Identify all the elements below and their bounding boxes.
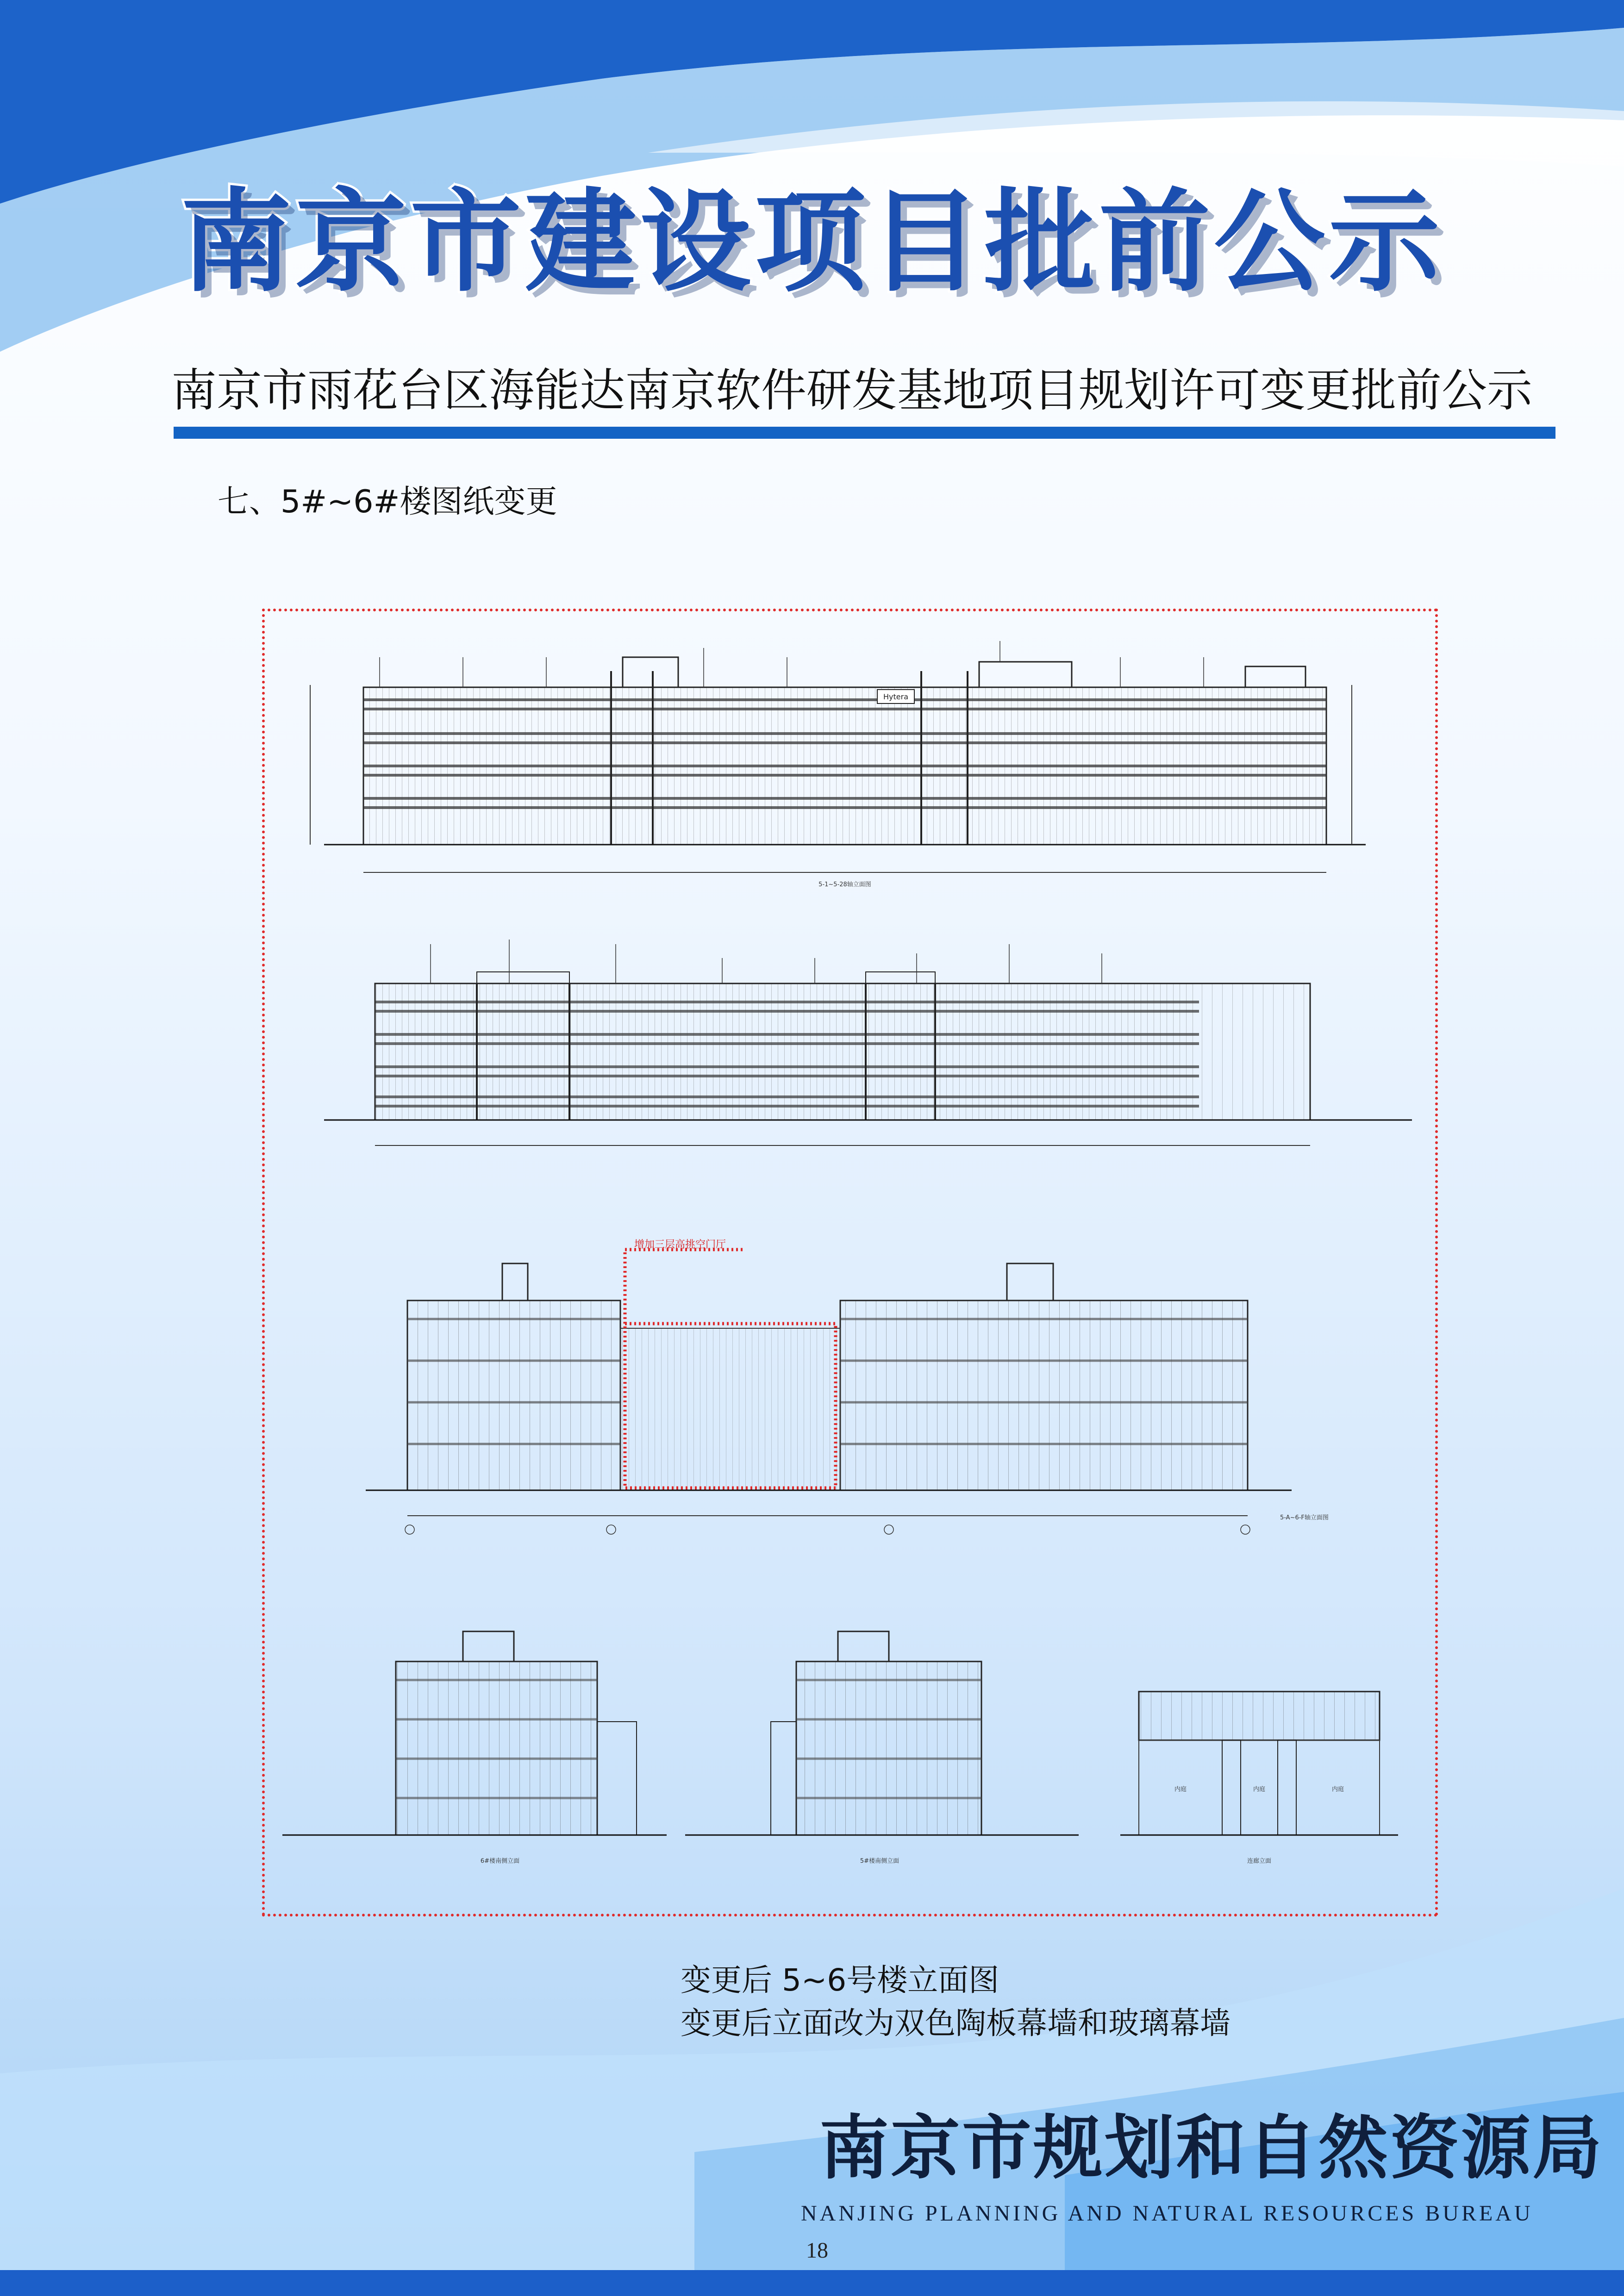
hytera-sign: Hytera xyxy=(883,692,908,701)
section-heading: 七、5#~6#楼图纸变更 xyxy=(218,484,557,520)
bureau-name-en: NANJING PLANNING AND NATURAL RESOURCES BUREAU xyxy=(801,2201,1533,2226)
elevation-4c-caption: 连廊立面 xyxy=(1247,1858,1272,1865)
elevation-4b-caption: 5#楼南侧立面 xyxy=(860,1858,899,1865)
bureau-name-cn: 南京市规划和自然资源局 xyxy=(819,2107,1604,2189)
caption-line-2: 变更后立面改为双色陶板幕墙和玻璃幕墙 xyxy=(681,2005,1230,2041)
drawing-frame xyxy=(262,609,1438,1916)
bottom-band xyxy=(0,2270,1624,2296)
project-subtitle: 南京市雨花台区海能达南京软件研发基地项目规划许可变更批前公示 xyxy=(171,364,1533,417)
page-number: 18 xyxy=(806,2238,828,2263)
caption-line-1: 变更后 5~6号楼立面图 xyxy=(681,1962,999,1998)
elevation-3-caption: 5-A~6-F轴立面图 xyxy=(1280,1514,1329,1521)
elevation-4a-caption: 6#楼南侧立面 xyxy=(480,1858,520,1865)
interior-label-1: 内庭 xyxy=(1174,1786,1187,1793)
elevation-1-caption: 5-1~5-28轴立面图 xyxy=(818,881,871,888)
page-title: 南京市建设项目批前公示 xyxy=(180,176,1443,307)
red-annotation: 增加三层高挑空门厅 xyxy=(634,1239,726,1251)
interior-label-3: 内庭 xyxy=(1331,1786,1344,1793)
interior-label-2: 内庭 xyxy=(1253,1786,1266,1793)
